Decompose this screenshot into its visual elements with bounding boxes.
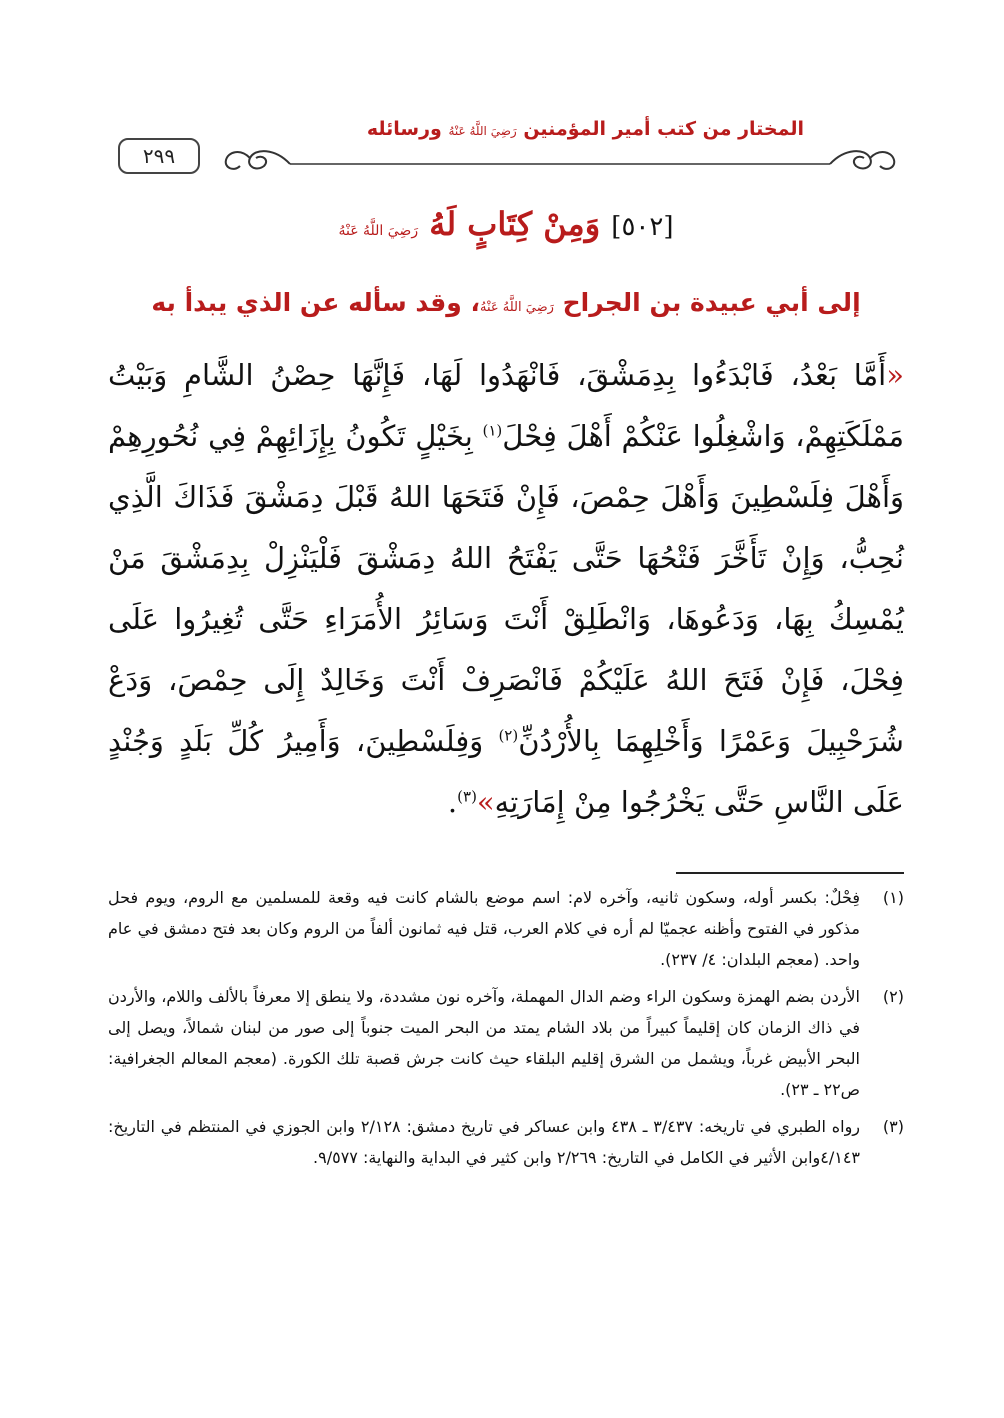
page-header bbox=[108, 118, 904, 188]
footnote-divider bbox=[676, 872, 904, 874]
footnotes bbox=[108, 882, 904, 1179]
footnote-3: (٣) رواه الطبري في تاريخه: ٣/٤٣٧ ـ ٤٣٨ وابن عساكر في تاريخ دمشق: ٢/١٢٨ وابن الجوزي في المنتظم في التاريخ: ٤/١٤٣وابن الأثير في الكامل في التاريخ: ٢/٢٦٩ وابن كثير في البداية والنهاية: ٩/٥٧٧. bbox=[108, 1117, 904, 1167]
chapter-honorific: رَضِيَ اللَّهُ عَنْهُ bbox=[338, 223, 419, 239]
footnote-ref-2: (٢) bbox=[498, 726, 519, 745]
chapter-number: [٥٠٢] bbox=[611, 212, 674, 242]
footnote-ref-1: (١) bbox=[482, 421, 503, 440]
footnote-ref-3: (٣) bbox=[457, 787, 477, 806]
chapter-heading: وَمِنْ كِتَابٍ لَهُ bbox=[429, 205, 601, 243]
letter-subtitle: إلى أبي عبيدة بن الجراح رَضِيَ اللَّهُ عَنْهُ، وقد سأله عن الذي يبدأ به bbox=[151, 288, 861, 317]
footnote-1: (١) فِحْلٌ: بكسر أوله، وسكون ثانيه، وآخره لام: اسم موضع بالشام كانت فيه وقعة للمسلمين مع الروم، ويوم فحل مذكور في الفتوح وأظنه عجميّا لم أره في كلام العرب، قتل فيه ثمانون ألفاً من الروم وكان بعد فتح دمشق في عام واحد. (معجم البلدان: ٤/ ٢٣٧). bbox=[108, 888, 904, 969]
letter-body: «أَمَّا بَعْدُ، فَابْدَءُوا بِدِمَشْقَ، فَانْهَدُوا لَهَا، فَإِنَّهَا حِصْنُ الشَّامِ وَبَيْتُ مَمْلَكَتِهِمْ، وَاشْغِلُوا عَنْكُمْ أَهْلَ فِحْلَ$^{(١)}$ بِخَيْلٍ تَكُونُ بِإِزَائِهِمْ فِي نُحُورِهِمْ وَأَهْلَ فِلَسْطِينَ وَأَهْلَ حِمْصَ، فَإِنْ فَتَحَهَا اللهُ قَبْلَ دِمَشْقَ فَذَاكَ الَّذِي نُحِبُّ، وَإِنْ تَأَخَّرَ فَتْحُهَا حَتَّى يَفْتَحُ اللهُ دِمَشْقَ فَلْيَنْزِلْ بِدِمَشْقَ مَنْ يُمْسِكُ بِهَا، وَدَعُوهَا، وَانْطَلِقْ أَنْتَ وَسَائِرُ الأُمَرَاءِ حَتَّى تُغِيرُوا عَلَى فِحْلَ، فَإِنْ فَتَحَ اللهُ عَلَيْكُمْ فَانْصَرِفْ أَنْتَ وَخَالِدٌ إِلَى حِمْصَ، وَدَعْ شُرَحْبِيلَ وَعَمْرًا وَأَخْلِهِمَا بِالأُرْدُنِّ$^{(٢)}$ وَفِلَسْطِينَ، وَأَمِيرُ كُلِّ بَلَدٍ وَجُنْدٍ عَلَى النَّاسِ حَتَّى يَخْرُجُوا مِنْ إِمَارَتِهِ»$^{(٣)}$. bbox=[108, 358, 904, 819]
page-number: ٢٩٩ bbox=[118, 138, 200, 174]
footnote-2: (٢) الأردن بضم الهمزة وسكون الراء وضم الدال المهملة، وآخره نون مشددة، ولا ينطق إلا معرفاً بالألف واللام، والأردن في ذاك الزمان كان إقليماً كبيراً من بلاد الشام يمتد من البحر الميت جنوباً إلى صور من لبنان شمالاً، ويصل إلى البحر الأبيض غرباً، ويشمل من الشرق إقليم البلقاء حيث كانت جرش قصبة تلك الكورة. (معجم المعالم الجغرافية: ص٢٢ ـ ٢٣). bbox=[108, 987, 904, 1099]
header-ornament bbox=[220, 138, 900, 178]
chapter-title bbox=[108, 205, 904, 243]
running-title: المختار من كتب أمير المؤمنين رَضِيَ اللَّهُ عَنْهُ ورسائله bbox=[366, 118, 804, 140]
